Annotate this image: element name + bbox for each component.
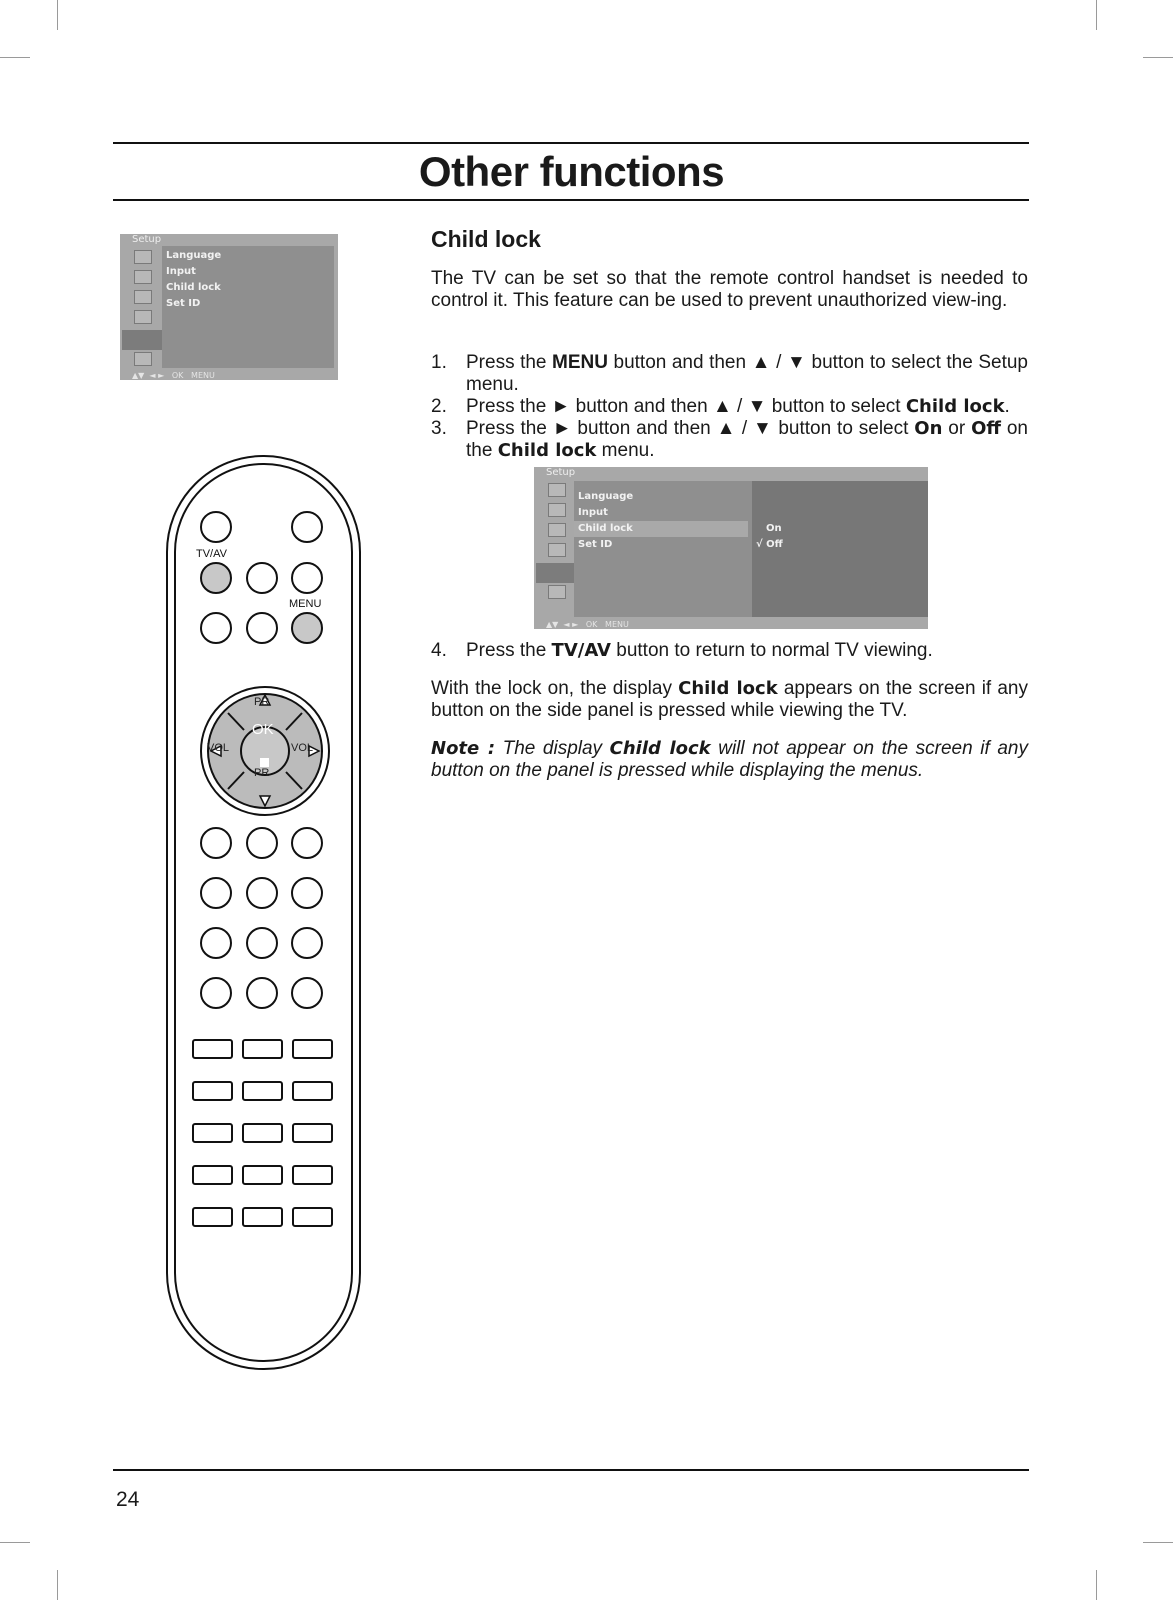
setup-icon-selected xyxy=(122,330,162,350)
remote-button xyxy=(246,612,278,644)
osd-title: Setup xyxy=(132,234,162,245)
osd-item-set-id: Set ID xyxy=(578,539,613,550)
picture-icon xyxy=(134,270,152,284)
function-button xyxy=(292,1123,333,1143)
step-keyword: Child lock xyxy=(905,396,1005,417)
function-button xyxy=(292,1165,333,1185)
vol-left-label: VOL xyxy=(207,742,230,754)
osd-item-child-lock-selected: Child lock xyxy=(574,521,748,537)
note-text: The display xyxy=(495,738,610,759)
page-title: Other functions xyxy=(418,148,725,195)
paragraph-text: With the lock on, the display xyxy=(431,678,679,699)
crop-mark xyxy=(0,57,30,58)
osd-panel xyxy=(162,246,334,368)
picture-icon xyxy=(548,503,566,517)
step-keyword: On xyxy=(914,418,943,439)
step-keyword: TV/AV xyxy=(551,640,611,661)
satellite-icon xyxy=(548,483,566,497)
step-text: button to return to normal TV viewing. xyxy=(610,640,933,661)
function-button xyxy=(242,1081,283,1101)
number-button xyxy=(200,977,232,1009)
function-button xyxy=(192,1123,233,1143)
number-button xyxy=(200,927,232,959)
crop-mark xyxy=(57,1570,58,1600)
intro-paragraph: The TV can be set so that the remote control handset is needed to control it. This feature can be used to prevent unauthorized view-ing. xyxy=(431,268,1028,311)
crop-mark xyxy=(1143,57,1173,58)
pr-down-label: PR xyxy=(254,767,270,779)
crop-mark xyxy=(1143,1542,1173,1543)
function-button xyxy=(192,1039,233,1059)
osd-item-input: Input xyxy=(166,266,196,277)
number-button xyxy=(200,827,232,859)
function-button xyxy=(292,1207,333,1227)
menu-button xyxy=(291,612,323,644)
osd-item-language: Language xyxy=(578,491,634,502)
step-text: Press the xyxy=(466,352,553,373)
pr-up-label: PR xyxy=(254,696,270,708)
note-label: Note : xyxy=(431,738,496,759)
function-button xyxy=(242,1039,283,1059)
remote-button xyxy=(200,612,232,644)
function-button xyxy=(292,1039,333,1059)
crop-mark xyxy=(0,1542,30,1543)
function-button xyxy=(242,1207,283,1227)
step-text: Press the ► button and then ▲ / ▼ button to select xyxy=(466,418,915,439)
step-text: on the xyxy=(466,418,1029,461)
tvav-label: TV/AV xyxy=(196,548,227,560)
osd-footer: ▲▼ ◄ ► OK MENU xyxy=(132,371,215,380)
sound-icon xyxy=(548,523,566,537)
number-button xyxy=(246,977,278,1009)
ok-label: OK xyxy=(252,721,274,738)
osd-item-set-id: Set ID xyxy=(166,298,201,309)
lock-paragraph xyxy=(431,678,1028,722)
note-keyword: Child lock xyxy=(609,738,711,759)
sound-icon xyxy=(134,290,152,304)
pc-icon xyxy=(548,585,566,599)
step-keyword: MENU xyxy=(552,352,608,373)
number-button xyxy=(200,877,232,909)
osd-item-child-lock: Child lock xyxy=(166,282,221,293)
remote-button xyxy=(200,511,232,543)
number-button xyxy=(246,927,278,959)
satellite-icon xyxy=(134,250,152,264)
number-button xyxy=(291,827,323,859)
remote-control-illustration xyxy=(166,455,361,1370)
osd-option-on: On xyxy=(766,523,782,534)
paragraph-text: appears on the screen if any button on the side panel is pressed while viewing the TV. xyxy=(431,678,1028,721)
time-icon xyxy=(548,543,566,557)
osd-setup-menu-child-lock xyxy=(534,467,928,629)
crop-mark xyxy=(1096,0,1097,30)
number-button xyxy=(291,877,323,909)
function-button xyxy=(242,1123,283,1143)
step-keyword: Child lock xyxy=(497,440,597,461)
paragraph-keyword: Child lock xyxy=(678,678,778,699)
osd-title: Setup xyxy=(546,467,576,478)
number-button xyxy=(246,877,278,909)
remote-button xyxy=(246,562,278,594)
osd-footer: ▲▼ ◄ ► OK MENU xyxy=(546,620,629,629)
section-heading: Child lock xyxy=(431,226,541,252)
setup-icon-selected xyxy=(536,563,576,583)
step-text: or xyxy=(942,418,972,439)
osd-option-off-checked: √ Off xyxy=(756,539,783,550)
step-number: 4. xyxy=(431,640,447,661)
step-text: button and then ▲ / ▼ button to select the Setup menu. xyxy=(466,352,1028,395)
osd-sidebar xyxy=(122,246,162,368)
function-button xyxy=(242,1165,283,1185)
note-paragraph xyxy=(431,738,1028,782)
step-text: Press the ► button and then ▲ / ▼ button to select xyxy=(466,396,906,417)
function-button xyxy=(192,1207,233,1227)
function-button xyxy=(192,1081,233,1101)
crop-mark xyxy=(57,0,58,30)
step-text: . xyxy=(1004,396,1010,417)
function-button xyxy=(292,1081,333,1101)
step-number: 2. xyxy=(431,396,447,417)
tvav-button xyxy=(200,562,232,594)
osd-panel xyxy=(574,481,928,617)
number-button xyxy=(246,827,278,859)
vol-right-label: VOL xyxy=(291,742,314,754)
step-number: 3. xyxy=(431,418,447,439)
number-button xyxy=(291,977,323,1009)
footer-rule xyxy=(113,1469,1029,1471)
time-icon xyxy=(134,310,152,324)
step-text: Press the xyxy=(466,640,552,661)
osd-item-language: Language xyxy=(166,250,222,261)
header-rule-bottom xyxy=(113,199,1029,201)
note-text: will not appear on the screen if any button on the panel is pressed while displaying the menus. xyxy=(431,738,1028,781)
function-button xyxy=(192,1165,233,1185)
osd-sidebar xyxy=(536,479,576,617)
page-number: 24 xyxy=(116,1488,140,1511)
header-rule-top xyxy=(113,142,1029,144)
osd-options-panel xyxy=(752,481,928,617)
osd-item-input: Input xyxy=(578,507,608,518)
osd-setup-menu-small xyxy=(120,234,338,380)
step-text: menu. xyxy=(596,440,655,461)
number-button xyxy=(291,927,323,959)
step-number: 1. xyxy=(431,352,447,373)
menu-label: MENU xyxy=(289,598,322,610)
power-button xyxy=(291,511,323,543)
crop-mark xyxy=(1096,1570,1097,1600)
remote-button xyxy=(291,562,323,594)
step-keyword: Off xyxy=(971,418,1001,439)
pc-icon xyxy=(134,352,152,366)
